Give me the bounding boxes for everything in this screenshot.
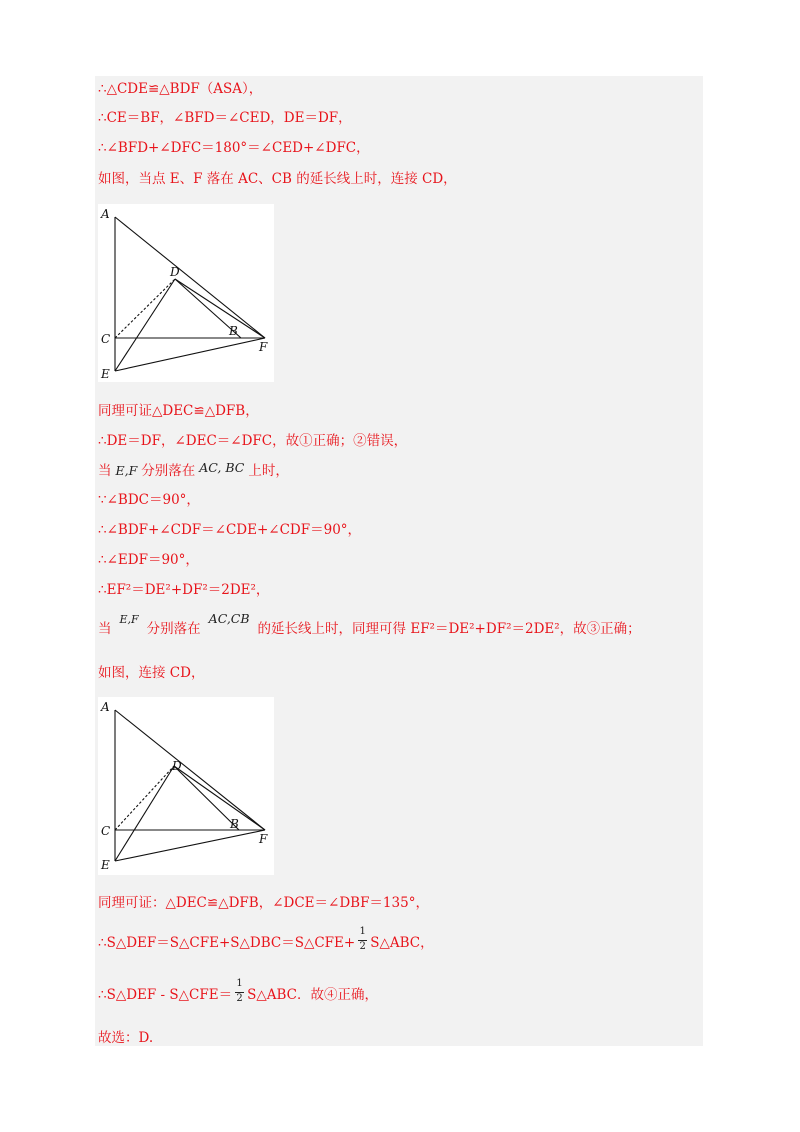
- line-similar-proof-2: 同理可证：△DEC≌△DFB，∠DCE＝∠DBF＝135°，: [98, 895, 429, 911]
- label-A: A: [101, 207, 110, 221]
- line-angle-90: ∴∠BDF+∠CDF＝∠CDE+∠CDF＝90°，: [98, 522, 362, 538]
- label-D: D: [172, 759, 182, 773]
- label-E: E: [101, 858, 110, 872]
- line-conclusion-1-2: ∴DE＝DF，∠DEC＝∠DFC，故①正确；②错误，: [98, 433, 408, 449]
- line-answer: 故选：D.: [98, 1030, 154, 1046]
- fraction-half: $\frac{1}{2}$: [359, 925, 366, 952]
- line-angle-sum: ∴∠BFD+∠DFC＝180°＝∠CED+∠DFC，: [98, 140, 370, 156]
- line-bdc-90: ∵∠BDC＝90°，: [98, 492, 200, 508]
- line-edf-90: ∴∠EDF＝90°，: [98, 552, 199, 568]
- label-B: B: [229, 324, 238, 338]
- line-area-difference: ∴S△DEF - S△CFE＝ $\frac{1}{2}$ S△ABC．故④正确，: [98, 977, 378, 1004]
- label-C: C: [101, 332, 111, 346]
- line-case-extension-3: 当$^{E,F}$分别落在AC,CB的延长线上时，同理可得 EF²＝DE²+DF²＝2DE²，故③正确；: [98, 611, 641, 637]
- line-connect-cd: 如图，连接 CD，: [98, 665, 205, 681]
- line-case-on-sides: 当 E,F 分别落在 AC, BC 上时，: [98, 460, 289, 479]
- label-A: A: [101, 700, 110, 714]
- figure-2: [98, 697, 274, 875]
- label-E: E: [101, 367, 110, 381]
- label-F: F: [259, 340, 268, 354]
- line-area-sum: ∴S△DEF＝S△CFE+S△DBC＝S△CFE+ $\frac{1}{2}$ S△ABC，: [98, 925, 434, 952]
- figure-1: [98, 204, 274, 382]
- line-equalities: ∴CE＝BF，∠BFD＝∠CED，DE＝DF，: [98, 110, 352, 126]
- label-C: C: [101, 824, 111, 838]
- line-case-extension: 如图，当点 E、F 落在 AC、CB 的延长线上时，连接 CD，: [98, 171, 457, 187]
- line-similar-proof: 同理可证△DEC≌△DFB，: [98, 403, 259, 419]
- line-congruence: ∴△CDE≌△BDF（ASA），: [98, 81, 263, 97]
- label-D: D: [170, 265, 180, 279]
- fraction-half: $\frac{1}{2}$: [236, 977, 243, 1004]
- label-F: F: [259, 832, 268, 846]
- label-B: B: [230, 817, 239, 831]
- line-ef-squared: ∴EF²＝DE²+DF²＝2DE²，: [98, 582, 270, 598]
